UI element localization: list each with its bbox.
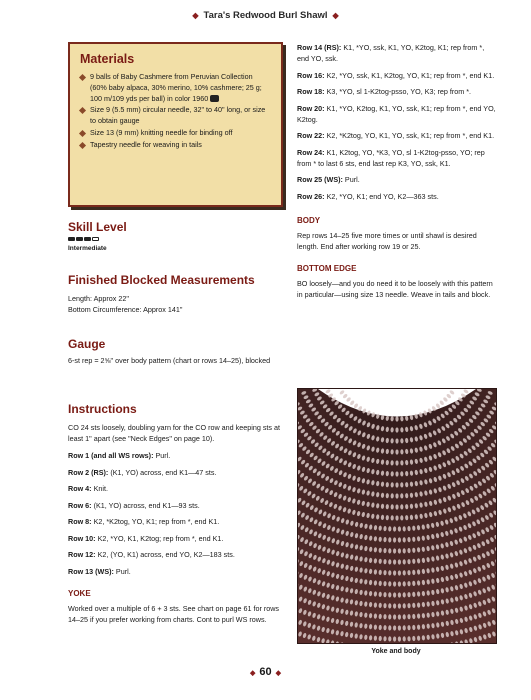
lace-hole bbox=[395, 438, 398, 443]
instructions-section bbox=[68, 402, 283, 625]
materials-box bbox=[68, 42, 283, 207]
skill-bar-filled bbox=[76, 237, 83, 241]
bottom-edge-title: BOTTOM EDGE bbox=[297, 263, 357, 273]
ornament-icon: ◆ bbox=[249, 670, 256, 677]
gauge-text: 6-st rep = 2⅝" over body pattern (chart or rows 14–25), blocked bbox=[68, 356, 271, 365]
lace-hole bbox=[395, 427, 398, 432]
pattern-row: Row 18: K3, *YO, sl 1-K2tog-psso, YO, K3; rep from *. bbox=[297, 87, 472, 96]
skill-title: Skill Level bbox=[68, 220, 127, 234]
materials-list bbox=[80, 72, 271, 151]
yoke-title: YOKE bbox=[68, 588, 91, 598]
right-column bbox=[297, 42, 497, 300]
skill-bar-empty bbox=[92, 237, 99, 241]
materials-item: Tapestry needle for weaving in tails bbox=[80, 140, 271, 151]
measurements-section bbox=[68, 273, 283, 315]
measurements-title: Finished Blocked Measurements bbox=[68, 273, 255, 287]
pattern-row: Row 6: (K1, YO) across, end K1—93 sts. bbox=[68, 500, 200, 510]
pattern-row: Row 1 (and all WS rows): Purl. bbox=[68, 451, 171, 460]
lace-hole bbox=[395, 416, 398, 421]
materials-item: Size 9 (5.5 mm) circular needle, 32" to 40" long, or size to obtain gauge bbox=[80, 105, 271, 127]
skill-level-bars bbox=[68, 237, 127, 241]
page-footer bbox=[0, 666, 531, 678]
pattern-row: Row 24: K1, K2tog, YO, *K3, YO, sl 1-K2tog-psso, YO; rep from * to last 6 sts, end last rep K3, YO, ssk, K1. bbox=[297, 147, 485, 168]
skill-bar-filled bbox=[84, 237, 91, 241]
color-swatch-icon bbox=[210, 95, 219, 102]
lace-hole bbox=[395, 504, 398, 509]
pattern-row: Row 10: K2, *YO, K1, K2tog; rep from *, end K1. bbox=[68, 533, 224, 543]
shawl-photo bbox=[297, 388, 497, 644]
materials-title: Materials bbox=[80, 52, 135, 66]
diamond-bullet-icon bbox=[79, 130, 86, 137]
lace-hole bbox=[395, 515, 398, 520]
pattern-row: Row 25 (WS): Purl. bbox=[297, 175, 360, 184]
gauge-section bbox=[68, 337, 283, 366]
pattern-row: Row 4: Knit. bbox=[68, 484, 108, 493]
gauge-title: Gauge bbox=[68, 337, 106, 351]
yoke-text: Worked over a multiple of 6 + 3 sts. See chart on page 61 for rows 14–25 if you prefer working from charts. Cont to purl WS rows. bbox=[68, 603, 280, 624]
lace-hole bbox=[395, 460, 398, 465]
body-text: Rep rows 14–25 five more times or until shawl is desired length. End after working row 19 or 25. bbox=[297, 230, 477, 251]
lace-hole bbox=[395, 471, 398, 476]
pattern-row: Row 16: K2, *YO, ssk, K1, K2tog, YO, K1; rep from *, end K1. bbox=[297, 70, 495, 80]
skill-section bbox=[68, 220, 127, 254]
pattern-row: Row 22: K2, *K2tog, YO, K1, YO, ssk, K1; rep from *, end K1. bbox=[297, 131, 495, 140]
lace-pattern-image bbox=[298, 389, 496, 643]
measurement-length: Length: Approx 22" bbox=[68, 294, 129, 303]
body-title: BODY bbox=[297, 215, 321, 225]
lace-hole bbox=[395, 493, 398, 498]
lace-hole bbox=[395, 482, 398, 487]
instructions-intro: CO 24 sts loosely, doubling yarn for the CO row and keeping sts at least 1" apart (see "Neck Edges" on page 10). bbox=[68, 423, 281, 443]
ornament-icon: ◆ bbox=[275, 670, 282, 677]
ornament-icon: ◆ bbox=[332, 11, 339, 20]
diamond-bullet-icon bbox=[79, 74, 86, 81]
instructions-title: Instructions bbox=[68, 402, 137, 416]
pattern-row: Row 14 (RS): K1, *YO, ssk, K1, YO, K2tog, K1; rep from *, end YO, ssk. bbox=[297, 43, 485, 63]
materials-item: 9 balls of Baby Cashmere from Peruvian Collection (60% baby alpaca, 30% merino, 10% cashmere; 25 g; 100 m/109 yds per ball) in color 1960 bbox=[80, 72, 271, 104]
skill-bar-filled bbox=[68, 237, 75, 241]
running-header bbox=[0, 10, 531, 21]
pattern-row: Row 8: K2, *K2tog, YO, K1; rep from *, end K1. bbox=[68, 517, 220, 526]
bottom-edge-text: BO loosely—and you do need it to be loosely with this pattern in particular—using size 13 needle. Weave in tails and block. bbox=[297, 278, 493, 299]
pattern-row: Row 20: K1, *YO, K2tog, K1, YO, ssk, K1; rep from *, end YO, K2tog. bbox=[297, 103, 496, 124]
page-number: 60 bbox=[259, 666, 272, 678]
pattern-row: Row 2 (RS): (K1, YO) across, end K1—47 sts. bbox=[68, 467, 217, 477]
ornament-icon: ◆ bbox=[192, 11, 199, 20]
diamond-bullet-icon bbox=[79, 107, 86, 114]
measurement-circumference: Bottom Circumference: Approx 141" bbox=[68, 305, 183, 314]
pattern-row: Row 12: K2, (YO, K1) across, end YO, K2—183 sts. bbox=[68, 550, 235, 559]
skill-level-text: Intermediate bbox=[68, 245, 107, 252]
diamond-bullet-icon bbox=[79, 142, 86, 149]
header-title: Tara's Redwood Burl Shawl bbox=[203, 10, 328, 21]
pattern-row: Row 26: K2, *YO, K1; end YO, K2—363 sts. bbox=[297, 191, 439, 201]
materials-item: Size 13 (9 mm) knitting needle for binding off bbox=[80, 128, 271, 139]
lace-hole bbox=[395, 449, 398, 454]
pattern-row: Row 13 (WS): Purl. bbox=[68, 566, 131, 576]
photo-caption: Yoke and body bbox=[371, 648, 421, 655]
